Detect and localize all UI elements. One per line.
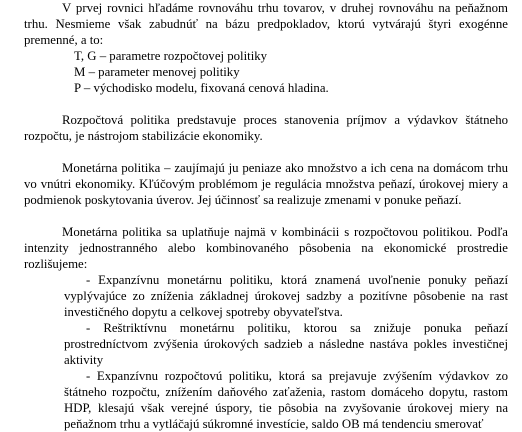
policy-list bbox=[24, 272, 508, 432]
intro-paragraph: V prvej rovnici hľadáme rovnováhu trhu tovarov, v druhej rovnováhu na peňažnom trhu. Nesmieme však zabudnúť na bázu predpokladov, ktorú vytvárajú štyri exogénne premenné, a to: bbox=[24, 1, 508, 47]
list-item-expansive-monetary: - Expanzívnu monetárnu politiku, ktorá znamená uvoľnenie ponuky peňazí vyplývajúce zo zníženia základnej úrokovej sadzby a pozitívne pôsobenie na rast investičného dopytu a celkovej spotreby obyvateľstva. bbox=[64, 273, 508, 319]
fiscal-policy-paragraph: Rozpočtová politika predstavuje proces stanovenia príjmov a výdavkov štátneho rozpočtu, je nástrojom stabilizácie ekonomiky. bbox=[24, 113, 508, 143]
definition-m: M – parameter menovej politiky bbox=[74, 65, 240, 79]
monetary-policy-paragraph: Monetárna politika – zaujímajú ju peniaze ako množstvo a ich cena na domácom trhu vo vnútri ekonomiky. Kľúčovým problémom je regulácia množstva peňazí, úrokovej miery a podmienok poskytovania úverov. Jej účinnosť sa realizuje zmenami v ponuke peňazí. bbox=[24, 161, 508, 207]
list-item-expansive-fiscal: - Expanzívnu rozpočtovú politiku, ktorá sa prejavuje zvýšením výdavkov zo štátneho rozpočtu, znížením daňového zaťaženia, rastom domáceho dopytu, rastom HDP, klesajú však verejné úspory, tie pôsobia na zvyšovanie úrokovej miery na peňažnom trhu a vytláčajú súkromné investície, saldo OB má tendenciu smerovať bbox=[64, 369, 508, 431]
definition-p: P – východisko modelu, fixovaná cenová hladina. bbox=[74, 81, 329, 95]
definition-tg: T, G – parametre rozpočtovej politiky bbox=[74, 49, 268, 63]
definition-list bbox=[24, 48, 508, 96]
list-item-restrictive-monetary: - Reštriktívnu monetárnu politiku, ktorou sa znižuje ponuka peňazí prostredníctvom zvýšenia úrokových sadzieb a následne nastáva pokles investičnej aktivity bbox=[64, 321, 508, 367]
combination-paragraph: Monetárna politika sa uplatňuje najmä v kombinácii s rozpočtovou politikou. Podľa intenzity jednostranného alebo kombinovaného pôsobenia na ekonomické prostredie rozlišujeme: bbox=[24, 225, 508, 271]
